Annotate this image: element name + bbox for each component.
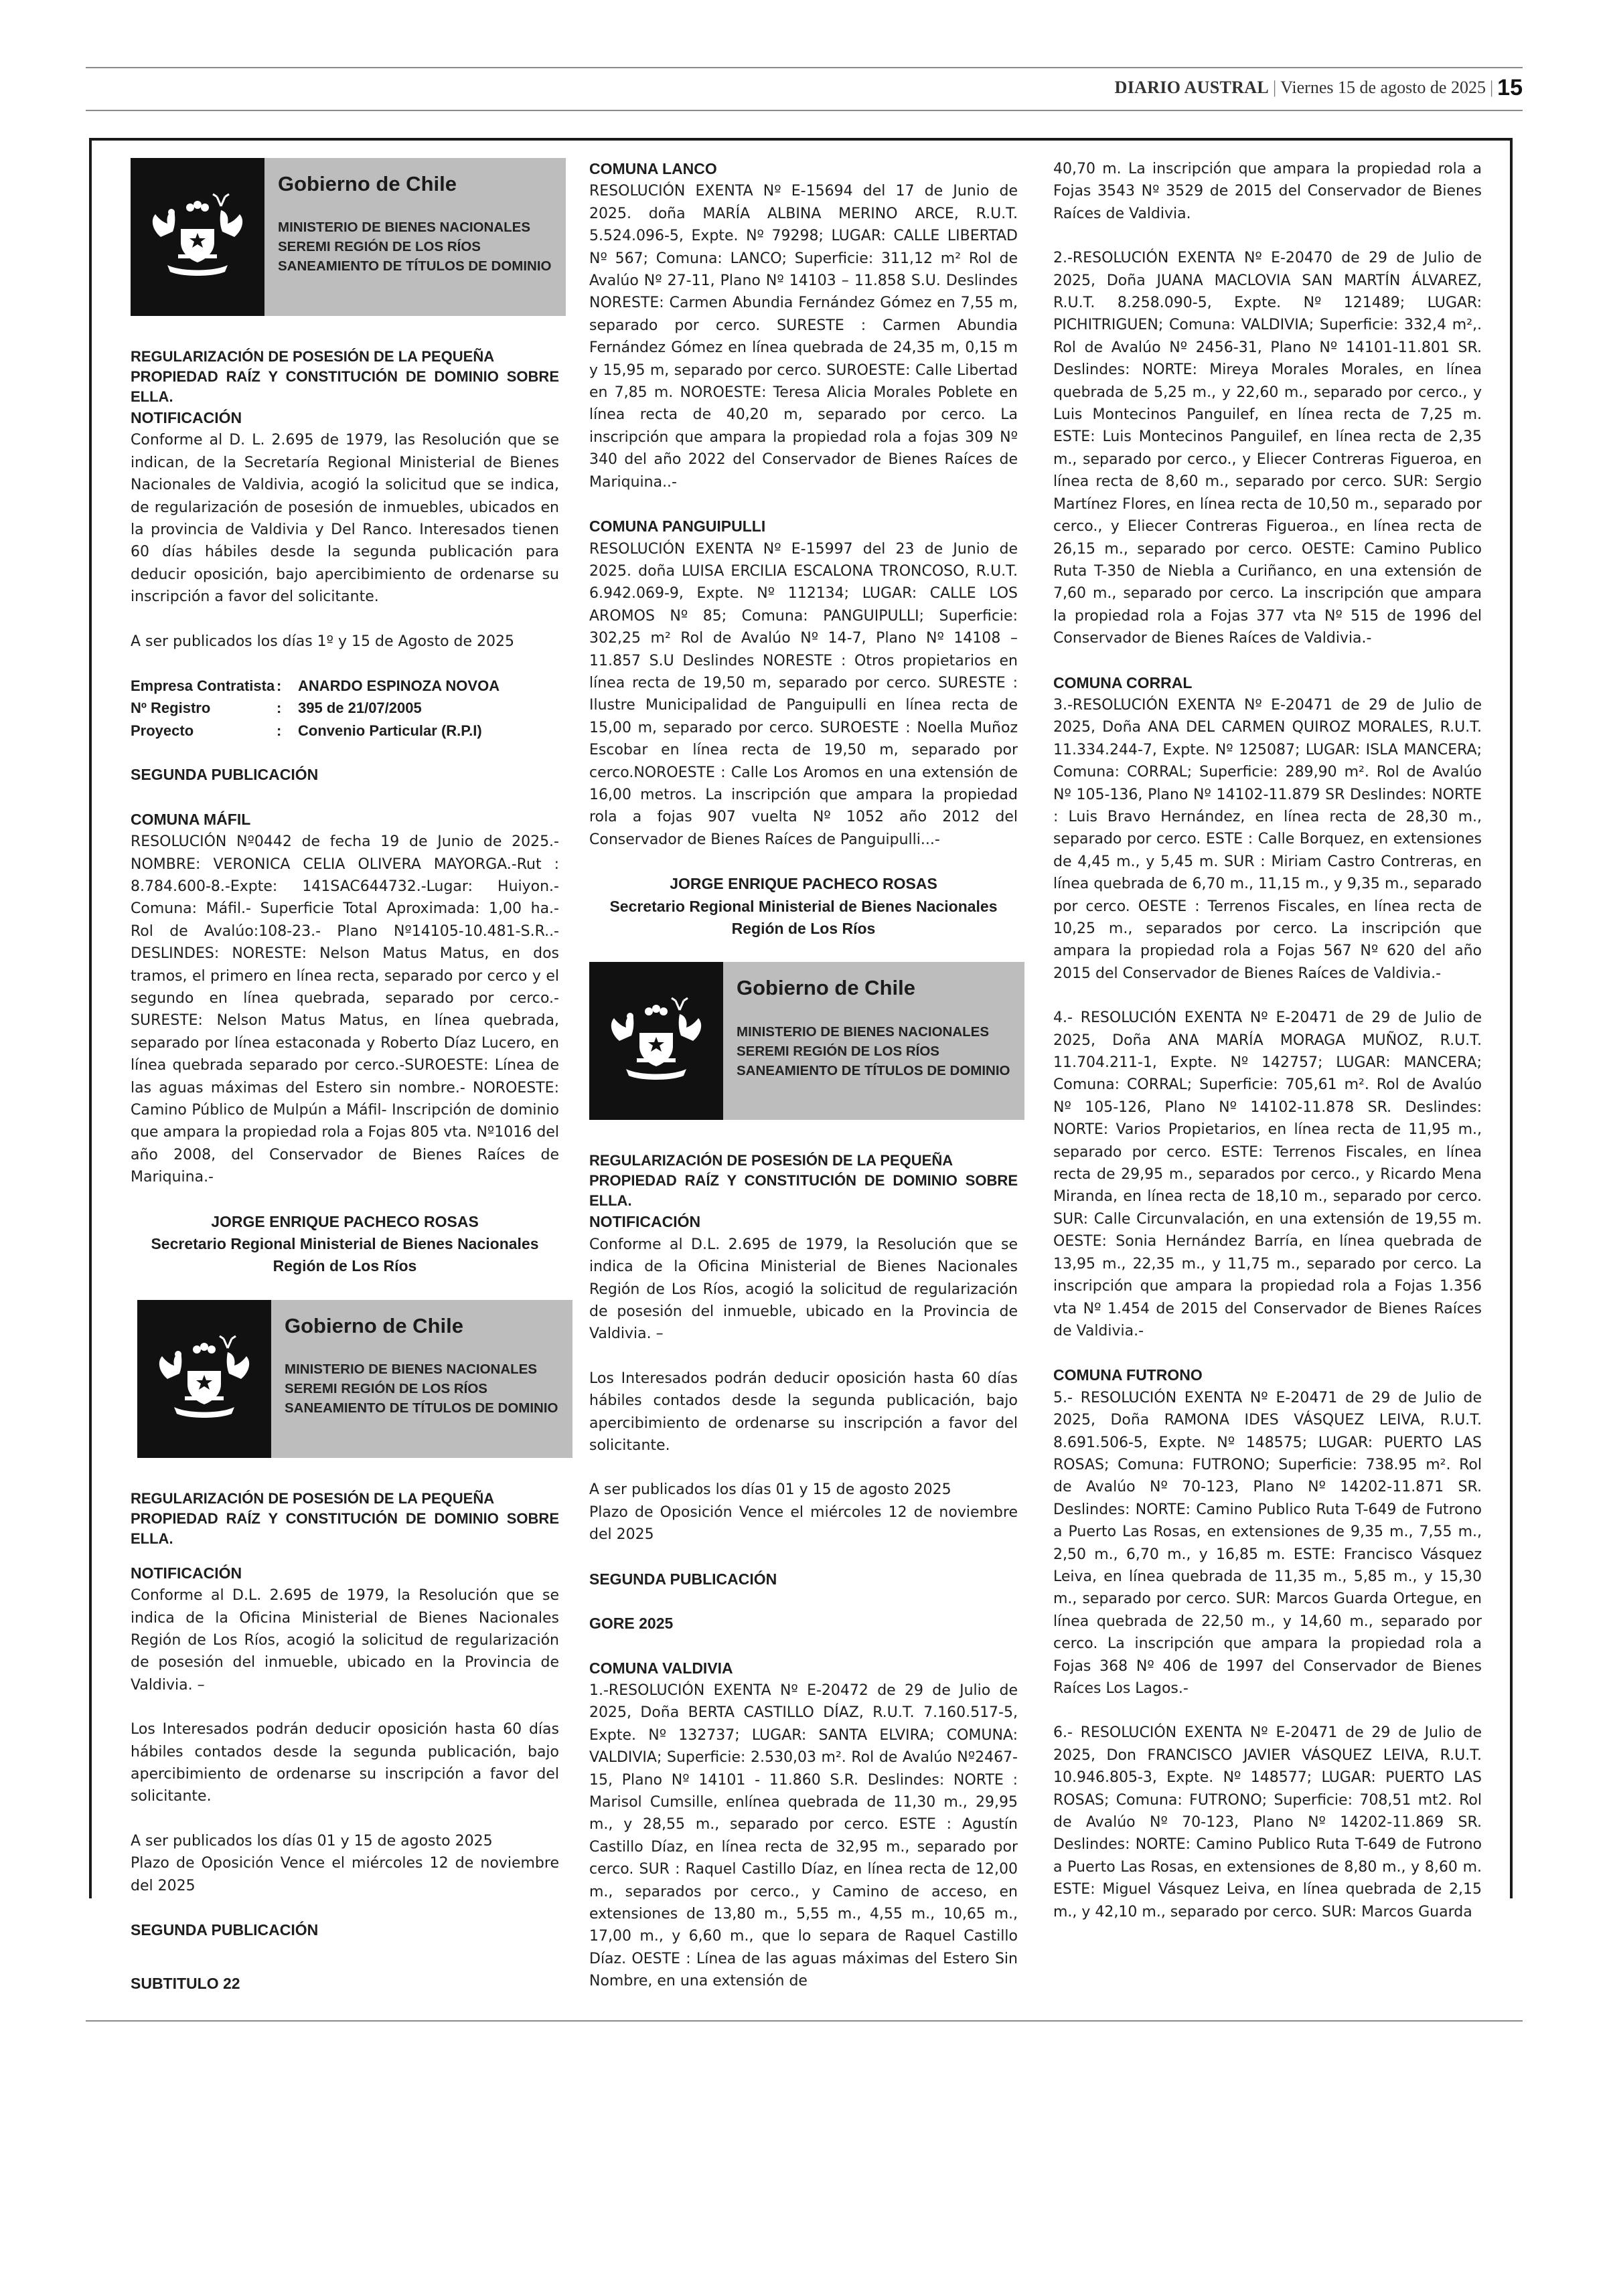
resolution-entry: RESOLUCIÓN Nº0442 de fecha 19 de Junio de 2025.- NOMBRE: VERONICA CELIA OLIVERA MAYORGA.-Rut : 8.784.600-8.-Expte: 141SAC644732.-Lugar: Huiyon.- Comuna: Máfil.- Superficie Total Aproximada: 1,00 ha.- Rol de Avalúo:108-23.- Plano Nº14105-10.481-S.R..-DESLINDES: NORESTE: Nelson Matus Matus, en dos tramos, el primero en línea recta, separado por cerco y el segundo en línea quebrada, separado por cerco.- SURESTE: Nelson Matus Matus, en línea quebrada, separado por línea estaconada y Roberto Díaz Lucero, en línea quebrada separado por cerco.-SUROESTE: Línea de las aguas máximas del Estero sin nombre.- NOROESTE: Camino Público de Mulpún a Máfil- Inscripción de dominio que ampara la propiedad rola a Fojas 805 vta. Nº1016 del año 2008, del Conservador de Bienes Raíces de Mariquina.- (131, 833, 559, 1186)
chile-coat-of-arms-icon (137, 1300, 271, 1458)
notice-title: REGULARIZACIÓN DE POSESIÓN DE LA PEQUEÑA PROPIEDAD RAÍZ Y CONSTITUCIÓN DE DOMINIO SOBRE ELLA. (131, 1489, 559, 1547)
resolution-entry: 5.- RESOLUCIÓN EXENTA Nº E-20471 de 29 de Julio de 2025, Doña RAMONA IDES VÁSQUEZ LEIVA, R.U.T. 8.691.506-5, Expte. Nº 148575; LUGAR: PUERTO LAS ROSAS; Comuna: FUTRONO; Superficie: 738.95 m². Rol de Avalúo Nº 70-123, Plano Nº 14202-11.871 SR. Deslindes: NORTE: Camino Publico Ruta T-649 de Futrono a Puerto Las Rosas, en extensiones de 9,35 m., 7,55 m., 2,50 m., 6,70 m., y 16,85 m. ESTE: Francisco Vásquez Leiva, en línea quebrada de 11,35 m., 5,85 m., y 15,30 m., separado por cerco. SUR: Marcos Guarda Ortegue, en línea quebrada de 22,50 m., y 14,60 m., separado por cerco. La inscripción que ampara la propiedad rola a Fojas 368 Nº 406 de 1997 del Conservador de Bienes Raíces Los Lagos.- (1053, 1389, 1482, 1697)
resolution-entry: 2.-RESOLUCIÓN EXENTA Nº E-20470 de 29 de Julio de 2025, Doña JUANA MACLOVIA SAN MARTÍN ÁLVAREZ, R.U.T. 8.258.090-5, Expte. Nº 121489; LUGAR: PICHITRIGUEN; Comuna: VALDIVIA; Superficie: 332,4 m²,. Rol de Avalúo Nº 2456-31, Plano Nº 14101-11.801 SR. Deslindes: NORTE: Mireya Morales Morales, en línea quebrada de 5,25 m., y 22,60 m., separado por cerco., y Luis Montecinos Panguilef, en línea recta de 7,25 m. ESTE: Luis Montecinos Panguilef, en línea recta de 2,35 m., separado por cerco., y Eliecer Contreras Figueroa, en línea recta de 8,60 m., separado por cerco. SUR: Sergio Martínez Flores, en línea recta de 10,50 m., separado por cerco., y Eliecer Contreras Figueroa., en línea recta de 26,15 m., separado por cerco. OESTE: Camino Publico Ruta T-350 de Niebla a Curiñanco, en una extensión de 7,60 m., separado por cerco. La inscripción que ampara la propiedad rola a Fojas 377 vta Nº 515 de 1996 del Conservador de Bienes Raíces de Valdivia.- (1053, 250, 1482, 647)
second-publication-heading: SEGUNDA PUBLICACIÓN (131, 766, 319, 784)
contractor-label: Empresa Contratista (131, 677, 275, 695)
government-text (264, 158, 566, 316)
comuna-heading: COMUNA MÁFIL (131, 810, 251, 828)
resolution-entry: 3.-RESOLUCIÓN EXENTA Nº E-20471 de 29 de Julio de 2025, Doña ANA DEL CARMEN QUIROZ MORALES, R.U.T. 11.334.244-7, Expte. Nº 125087; LUGAR: ISLA MANCERA; Comuna: CORRAL; Superficie: 289,90 m². Rol de Avalúo Nº 105-136, Plano Nº 14102-11.879 SR Deslindes: NORTE : Luis Bravo Hernández, en línea recta de 28,30 m., separado por cerco. ESTE : Calle Borquez, en extensiones de 4,45 m., y 5,45 m. SUR : Miriam Castro Contreras, en línea quebrada de 6,70 m., 11,15 m., y 9,35 m., separado por cerco. OESTE : Terrenos Fiscales, en línea recta de 10,25 m., separados por cerco. La inscripción que ampara la propiedad rola a Fojas 567 Nº 620 del año 2015 del Conservador de Bienes Raíces de Valdivia.- (1053, 696, 1482, 982)
resolution-entry: 4.- RESOLUCIÓN EXENTA Nº E-20471 de 29 de Julio de 2025, Doña ANA MARÍA MORAGA MUÑOZ, R.U.T. 11.704.211-1, Expte. Nº 142757; LUGAR: MANCERA; Comuna: CORRAL; Superficie: 705,61 m². Rol de Avalúo Nº 105-126, Plano Nº 14102-11.878 SR. Deslindes: NORTE: Varios Propietarios, en línea recta de 11,95 m., separado por cerco. ESTE: Terrenos Fiscales, en línea recta de 29,95 m., separados por cerco., y Ricardo Mena Miranda, en línea recta de 18,10 m., separado por cerco. SUR: Calle Circunvalación, en una extensión de 19,55 m. OESTE: Sonia Hernández Barría, en línea quebrada de 13,95 m., 22,35 m., y 11,75 m., separado por cerco. La inscripción que ampara la propiedad rola a Fojas 1.356 vta Nº 1.454 de 2015 del Conservador de Bienes Raíces de Valdivia.- (1053, 1009, 1482, 1339)
ministry-line: MINISTERIO DE BIENES NACIONALES (278, 220, 531, 236)
government-title: Gobierno de Chile (285, 1313, 463, 1337)
government-text (271, 1300, 572, 1458)
notice-title: REGULARIZACIÓN DE POSESIÓN DE LA PEQUEÑA PROPIEDAD RAÍZ Y CONSTITUCIÓN DE DOMINIO SOBRE ELLA. (131, 348, 559, 405)
masthead (1115, 71, 1523, 104)
contractor-row: Empresa Contratista : ANARDO ESPINOZA NOVOA (131, 675, 559, 697)
resolution-entry: RESOLUCIÓN EXENTA Nº E-15997 del 23 de Junio de 2025. doña LUISA ERCILIA ESCALONA TRONCOSO, R.U.T. 6.942.069-9, Expte. Nº 112134; LUGAR: CALLE LOS AROMOS Nº 85; Comuna: PANGUIPULLI; Superficie: 302,25 m² Rol de Avalúo Nº 14-7, Plano Nº 14108 – 11.857 S.U Deslindes NORESTE : Otros propietarios en línea recta de 19,50 m, separado por cerco. SURESTE : Ilustre Municipalidad de Panguipulli en línea recta de 15,00 m, separado por cerco. SUROESTE : Noella Muñoz Escobar en línea recta de 19,50 m, separado por cerco.NOROESTE : Calle Los Aromos en una extensión de 16,00 metros. La inscripción que ampara la propiedad rola a fojas 907 vuelta Nº 1052 año 2012 del Conservador de Bienes Raíces de Panguipulli...- (589, 540, 1018, 848)
project-value: Convenio Particular (R.P.I) (298, 722, 482, 739)
registry-label: Nº Registro (131, 700, 211, 717)
government-header (131, 158, 566, 316)
registry-row: Nº Registro : 395 de 21/07/2005 (131, 697, 559, 719)
notification-heading: NOTIFICACIÓN (131, 409, 242, 426)
subtitle-heading: SUBTITULO 22 (131, 1974, 240, 1992)
chile-coat-of-arms-icon (131, 158, 264, 316)
column-3 (1053, 158, 1482, 1923)
signature-block: JORGE ENRIQUE PACHECO ROSAS Secretario Regional Ministerial de Bienes Nacionales Región de Los Ríos (609, 875, 998, 937)
notice-paragraph: Conforme al D. L. 2.695 de 1979, las Resolución que se indican, de la Secretaría Regional Ministerial de Bienes Nacionales de Valdivia, acogió la solicitud que se indica, de regularización de posesión de inmuebles, ubicados en la provincia de Valdivia y Del Ranco. Interesados tienen 60 días hábiles desde la segunda publicación para deducir oposición, bajo apercibimiento de ordenarse su inscripción a favor del solicitante. (131, 432, 559, 606)
resolution-entry: 6.- RESOLUCIÓN EXENTA Nº E-20471 de 29 de Julio de 2025, Don FRANCISCO JAVIER VÁSQUEZ LEIVA, R.U.T. 10.946.805-3, Expte. Nº 148577; LUGAR: PUERTO LAS ROSAS; Comuna: FUTRONO; Superficie: 708,51 mt2. Rol de Avalúo Nº 70-123, Plano Nº 14202-11.869 SR. Deslindes: NORTE: Camino Publico Ruta T-649 de Futrono a Puerto Las Rosas, en extensiones de 8,80 m., y 8,60 m. ESTE: Miguel Vásquez Leiva, en línea quebrada de 2,15 m., y 42,10 m., separado por cerco. SUR: Marcos Guarda (1053, 1724, 1482, 1920)
notice-title: REGULARIZACIÓN DE POSESIÓN DE LA PEQUEÑA PROPIEDAD RAÍZ Y CONSTITUCIÓN DE DOMINIO SOBRE ELLA. (589, 1152, 1018, 1210)
government-title: Gobierno de Chile (278, 172, 457, 195)
notice-paragraph: Conforme al D.L. 2.695 de 1979, la Resolución que se indica de la Oficina Ministerial de Bienes Nacionales Región de Los Ríos, acogió la solicitud de regularización de posesión del inmueble, ubicado en la Provincia de Valdivia. – (131, 1587, 559, 1694)
notice-paragraph: Los Interesados podrán deducir oposición hasta 60 días hábiles contados desde la segunda publicación, bajo apercibimiento de ordenarse su inscripción a favor del solicitante. (589, 1370, 1018, 1455)
column-2 (589, 158, 1018, 1993)
government-header (137, 1300, 572, 1458)
notification-heading: NOTIFICACIÓN (131, 1564, 242, 1582)
second-publication-heading: SEGUNDA PUBLICACIÓN (131, 1921, 319, 1939)
second-publication-heading: SEGUNDA PUBLICACIÓN (589, 1570, 777, 1588)
seremi-line: SEREMI REGIÓN DE LOS RÍOS (285, 1381, 487, 1397)
resolution-entry: 1.-RESOLUCIÓN EXENTA Nº E-20472 de 29 de Julio de 2025, Doña BERTA CASTILLO DÍAZ, R.U.T. 7.160.517-5, Expte. Nº 132737; LUGAR: SANTA ELVIRA; COMUNA: VALDIVIA; Superficie: 2.530,03 m². Rol de Avalúo Nº2467-15, Plano Nº 14101 - 11.860 S.R. Deslindes: NORTE : Marisol Cumsille, enlínea quebrada de 11,30 m., 29,95 m., y 28,55 m., separado por cerco. ESTE : Agustín Castillo Díaz, en línea recta de 32,95 m., separado por cerco. SUR : Raquel Castillo Díaz, en línea recta de 12,00 m., separados por cerco., y Camino de acceso, en extensiones de 13,80 m., 5,55 m., 4,55 m., 10,65 m., 17,00 m., y 6,60 m., que lo separa de Raquel Castillo Díaz. OESTE : Línea de las aguas máximas del Estero Sin Nombre, en una extensión de (589, 1682, 1018, 1990)
ministry-line: MINISTERIO DE BIENES NACIONALES (737, 1023, 990, 1040)
comuna-heading: COMUNA FUTRONO (1053, 1366, 1203, 1384)
project-label: Proyecto (131, 722, 194, 739)
notice-paragraph: Conforme al D.L. 2.695 de 1979, la Resolución que se indica de la Oficina Ministerial de Bienes Nacionales Región de Los Ríos, acogió la solicitud de regularización de posesión del inmueble, ubicado en la Provincia de Valdivia. – (589, 1236, 1018, 1343)
project-row: Proyecto : Convenio Particular (R.P.I) (131, 720, 559, 742)
page-number: 15 (1497, 74, 1523, 100)
comuna-heading: COMUNA CORRAL (1053, 673, 1193, 691)
registry-value: 395 de 21/07/2005 (298, 700, 422, 717)
resolution-entry: 40,70 m. La inscripción que ampara la propiedad rola a Fojas 3543 Nº 3529 de 2015 del Conservador de Bienes Raíces de Valdivia. (1053, 161, 1482, 222)
ministry-line: MINISTERIO DE BIENES NACIONALES (285, 1362, 538, 1378)
signature-block: JORGE ENRIQUE PACHECO ROSAS Secretario Regional Ministerial de Bienes Nacionales Región de Los Ríos (151, 1212, 539, 1275)
publication-dates: A ser publicados los días 01 y 15 de agosto 2025 Plazo de Oposición Vence el miércoles 12 de noviembre del 2025 (131, 1832, 559, 1894)
publication-dates: A ser publicados los días 1º y 15 de Agosto de 2025 (131, 633, 515, 650)
chile-coat-of-arms-icon (589, 962, 723, 1120)
issue-date: Viernes 15 de agosto de 2025 (1280, 78, 1486, 97)
newspaper-name: DIARIO AUSTRAL (1114, 78, 1269, 97)
publication-dates: A ser publicados los días 01 y 15 de agosto 2025 Plazo de Oposición Vence el miércoles 12 de noviembre del 2025 (589, 1481, 1018, 1544)
masthead-separator: | (1272, 78, 1277, 97)
masthead-separator: | (1489, 78, 1494, 97)
header-rule (86, 110, 1523, 111)
notice-paragraph: Los Interesados podrán deducir oposición hasta 60 días hábiles contados desde la segunda publicación, bajo apercibimiento de ordenarse su inscripción a favor del solicitante. (131, 1721, 559, 1805)
notification-heading: NOTIFICACIÓN (589, 1213, 701, 1231)
government-text (723, 962, 1024, 1120)
top-rule (86, 67, 1523, 68)
program-line: SANEAMIENTO DE TÍTULOS DE DOMINIO (737, 1062, 1010, 1078)
seremi-line: SEREMI REGIÓN DE LOS RÍOS (278, 239, 481, 255)
comuna-heading: COMUNA PANGUIPULLI (589, 517, 766, 536)
gore-heading: GORE 2025 (589, 1615, 674, 1633)
bottom-rule (86, 2020, 1523, 2022)
comuna-heading: COMUNA LANCO (589, 160, 717, 177)
column-1 (131, 158, 559, 1995)
comuna-heading: COMUNA VALDIVIA (589, 1659, 733, 1677)
seremi-line: SEREMI REGIÓN DE LOS RÍOS (737, 1043, 939, 1059)
resolution-entry: RESOLUCIÓN EXENTA Nº E-15694 del 17 de Junio de 2025. doña MARÍA ALBINA MERINO ARCE, R.U.T. 5.524.096-5, Expte. Nº 79298; LUGAR: CALLE LIBERTAD Nº 567; Comuna: LANCO; Superficie: 311,12 m² Rol de Avalúo Nº 27-11, Plano Nº 14103 – 11.858 S.U. Deslindes NORESTE: Carmen Abundia Fernández Gómez en 7,55 m, separado por cerco. SURESTE : Carmen Abundia Fernández Gómez en línea quebrada de 24,35 m, 0,15 m y 15,95 m, separado por cerco. SUROESTE: Calle Libertad en 7,85 m. NOROESTE: Teresa Alicia Morales Poblete en línea recta de 40,20 m, separado por cerco. La inscripción que ampara la propiedad rola a fojas 309 Nº 340 del año 2022 del Conservador de Bienes Raíces de Mariquina..- (589, 183, 1018, 491)
contractor-value: ANARDO ESPINOZA NOVOA (298, 677, 500, 695)
program-line: SANEAMIENTO DE TÍTULOS DE DOMINIO (278, 258, 552, 274)
government-title: Gobierno de Chile (737, 976, 915, 1000)
government-header (589, 962, 1024, 1120)
program-line: SANEAMIENTO DE TÍTULOS DE DOMINIO (285, 1400, 558, 1416)
